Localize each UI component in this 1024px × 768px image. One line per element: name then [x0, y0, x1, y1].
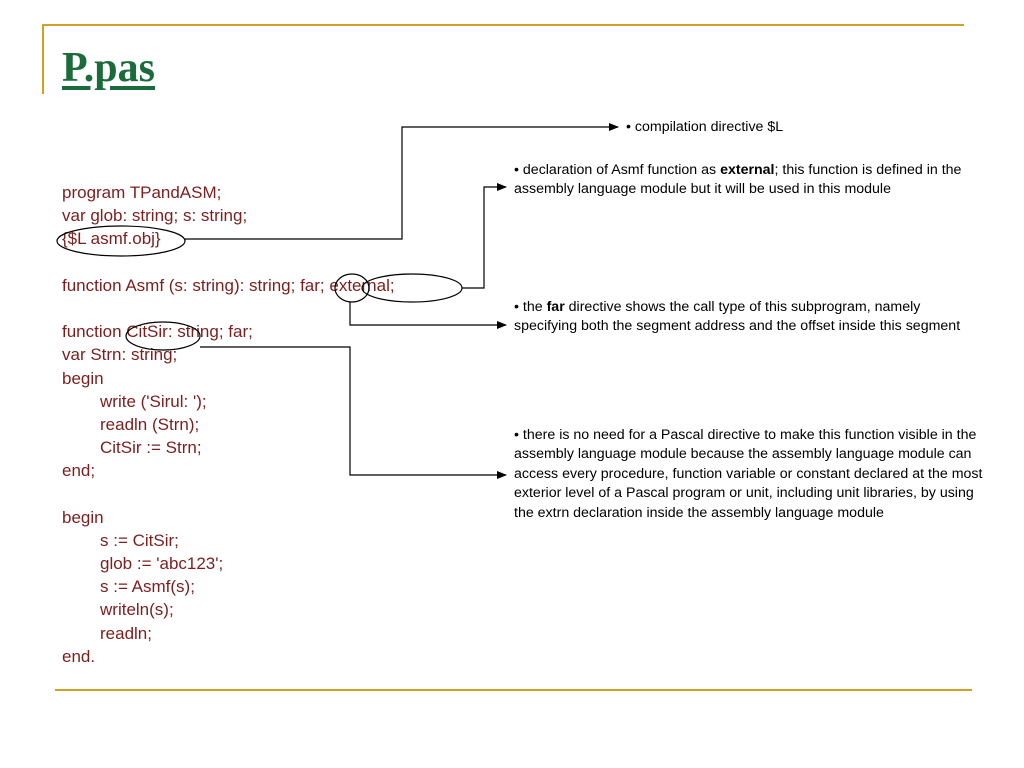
code-line: function CitSir: string; far;	[62, 322, 253, 342]
arrow-external-declaration	[462, 187, 506, 288]
code-line: var Strn: string;	[62, 345, 178, 365]
code-line: end;	[62, 461, 96, 481]
code-line: CitSir := Strn;	[100, 438, 202, 458]
code-line: readln (Strn);	[100, 414, 200, 434]
code-line: program TPandASM;	[62, 183, 222, 202]
highlight-ellipse-external	[362, 274, 462, 302]
code-line: write ('Sirul: ');	[100, 391, 207, 411]
code-line: writeln(s);	[100, 600, 174, 620]
note-external-declaration	[514, 161, 994, 200]
note-text: directive shows the call type of this subprogram, namely specifying both the segment address and the offset inside this segment	[514, 299, 961, 335]
note-no-directive-needed	[514, 426, 984, 523]
note-far-directive	[514, 298, 984, 337]
note-text: • there is no need for a Pascal directive to make this function visible in the assembly language module because the assembly language module can access every procedure, function variable or constant declared at the most exterior level of a Pascal program or unit, including unit libraries, by using the extrn declaration inside the assembly language module	[514, 427, 983, 521]
note-text: • declaration of Asmf function as	[514, 162, 721, 178]
note-text: ; this function is defined in the assembly language module but it will be used in this module	[514, 162, 962, 198]
highlight-ellipse-dollar-l	[57, 226, 185, 256]
code-line: {$L asmf.obj}	[62, 229, 161, 249]
slide-title: P.pas	[62, 45, 156, 91]
keyword-far: far	[546, 299, 565, 315]
code-line: begin	[62, 368, 104, 388]
code-line: glob := 'abc123';	[100, 554, 224, 573]
code-line: function Asmf (s: string): string; far; external;	[62, 275, 395, 295]
code-line: var glob: string; s: string;	[62, 206, 248, 226]
code-line: readln;	[100, 623, 152, 643]
code-line: s := CitSir;	[100, 530, 179, 550]
note-text: • compilation directive $L	[626, 119, 784, 135]
code-line: end.	[62, 646, 96, 666]
code-line: begin	[62, 507, 104, 527]
note-compilation-directive	[626, 118, 986, 137]
arrow-far-directive	[350, 302, 506, 325]
highlight-ellipse-far	[335, 274, 369, 302]
code-line: s := Asmf(s);	[100, 577, 195, 597]
arrow-no-directive-needed	[200, 347, 506, 475]
keyword-external: external	[720, 162, 775, 178]
highlight-ellipse-citsir	[126, 322, 200, 350]
note-text: • the	[514, 299, 547, 315]
